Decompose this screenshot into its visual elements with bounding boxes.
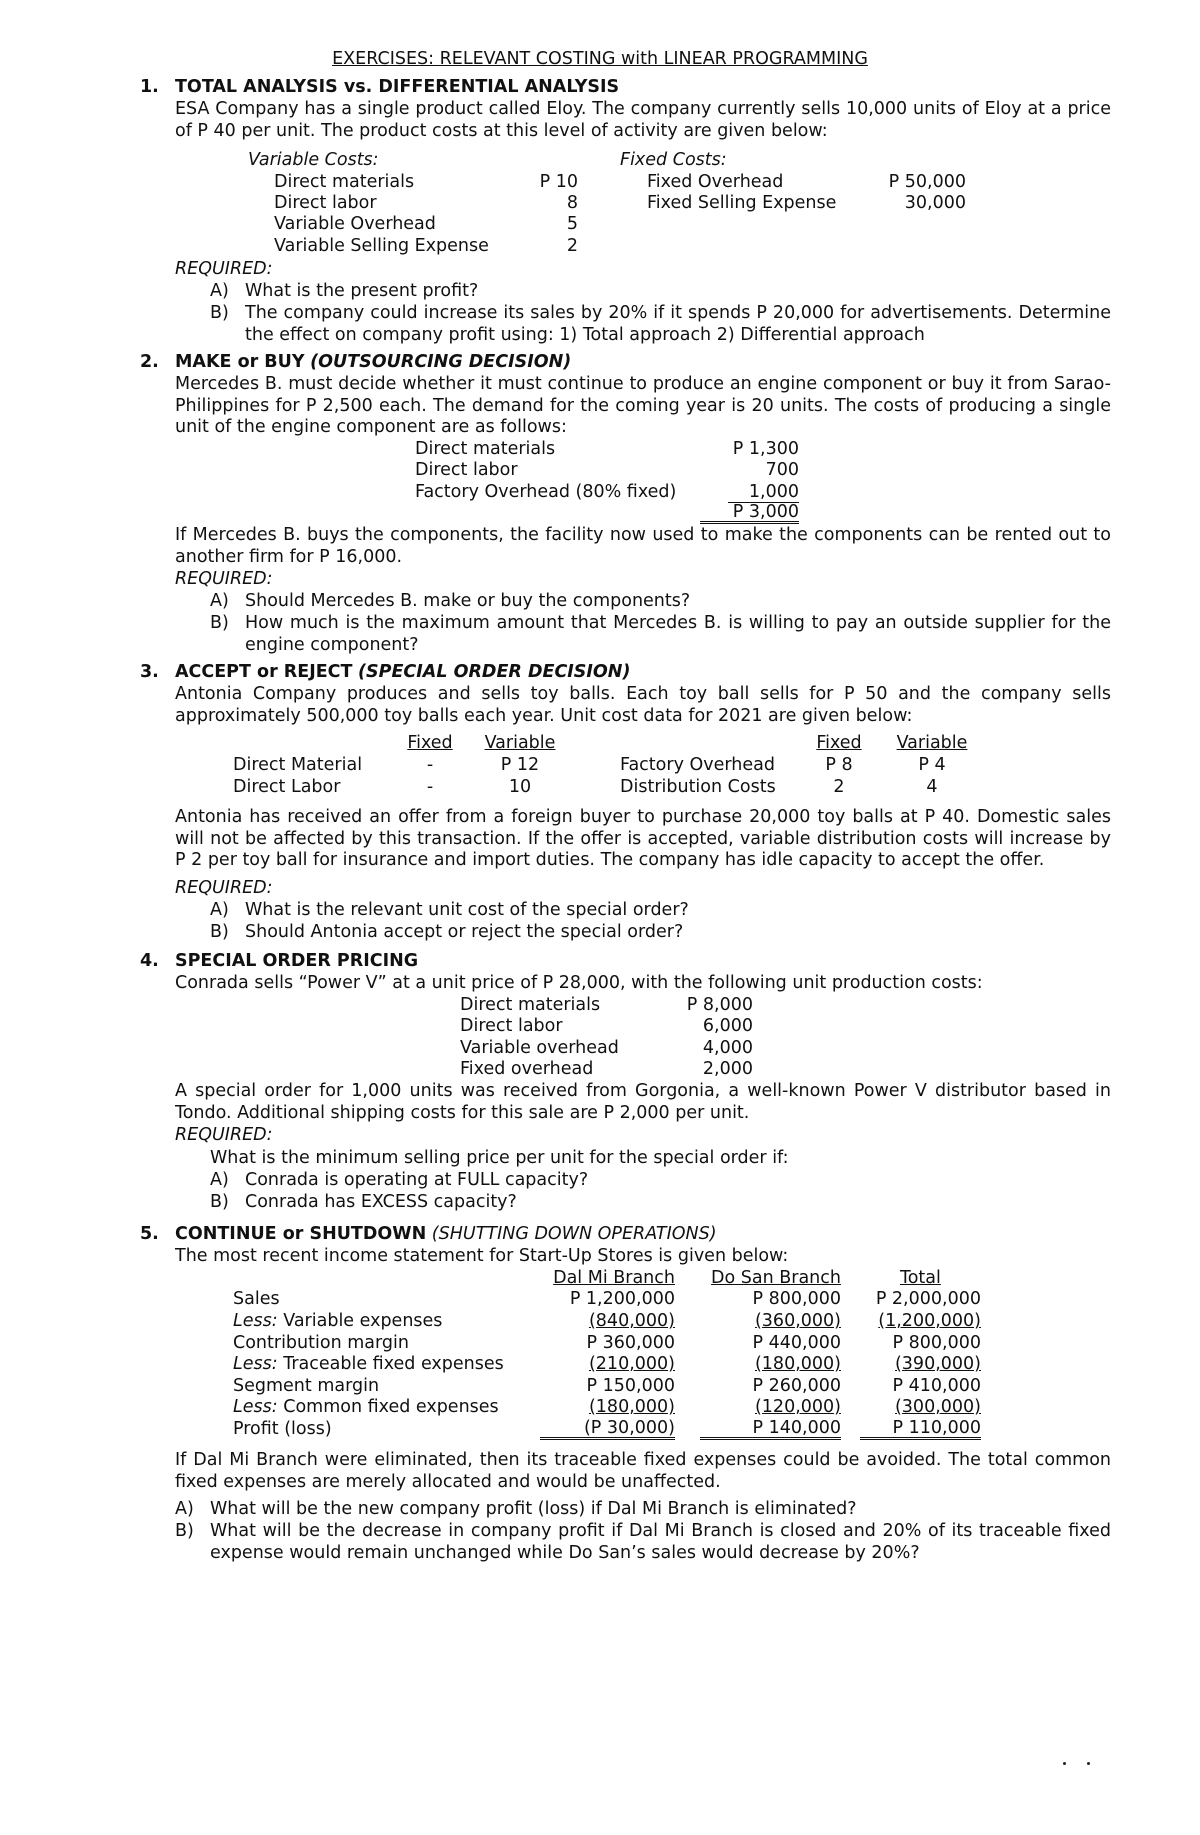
ex5-text: The most recent income statement for Start-Up Stores is given below:: [175, 1246, 789, 1266]
ex5-row-label: Sales: [233, 1289, 280, 1309]
ex3-number: 3.: [140, 662, 159, 682]
page-mark-dot: [1063, 1762, 1066, 1765]
ex4-cost-label: Variable overhead: [460, 1038, 619, 1058]
ex5-cell: (120,000): [754, 1397, 841, 1417]
ex4-cost-value: 4,000: [702, 1038, 753, 1058]
ex2-text: Mercedes B. must decide whether it must continue to produce an engine component or buy it from Sarao-Philippines for P 2,500 each. The demand for the coming year is 20 units. The costs of producing a single unit of the engine component are as follows:: [175, 374, 1111, 438]
page-title: EXERCISES: RELEVANT COSTING with LINEAR PROGRAMMING: [332, 49, 868, 69]
ex1-var-item-value: 2: [566, 236, 578, 256]
ex1-heading: TOTAL ANALYSIS vs. DIFFERENTIAL ANALYSIS: [175, 77, 620, 97]
ex2-heading-line: [175, 352, 571, 374]
ex3-heading: ACCEPT or REJECT: [175, 662, 353, 682]
ex2-number: 2.: [140, 352, 159, 372]
ex3-row-variable: 10: [508, 777, 532, 797]
ex3-question-b: Should Antonia accept or reject the special order?: [245, 922, 684, 942]
ex4-question-a: Conrada is operating at FULL capacity?: [245, 1170, 589, 1190]
ex4-cost-label: Direct materials: [460, 995, 601, 1015]
ex4-text: Conrada sells “Power V” at a unit price of P 28,000, with the following unit production costs:: [175, 973, 983, 993]
ex5-text2: If Dal Mi Branch were eliminated, then its traceable fixed expenses could be avoided. The total common fixed expenses are merely allocated and would be unaffected.: [175, 1450, 1111, 1492]
ex3-row-label: Direct Labor: [233, 777, 341, 797]
ex3-question-a: What is the relevant unit cost of the special order?: [245, 900, 689, 920]
ex3-row-variable: 4: [926, 777, 938, 797]
ex5-cell: P 140,000: [700, 1419, 841, 1440]
ex5-row-label: Less: Common fixed expenses: [233, 1397, 499, 1417]
ex2-cost-label: Direct labor: [415, 460, 518, 480]
ex3-col-variable: Variable: [484, 733, 556, 753]
ex2-heading-italic: (OUTSOURCING DECISION): [310, 352, 572, 372]
ex5-number: 5.: [140, 1224, 159, 1244]
ex4-required: REQUIRED:: [175, 1125, 273, 1145]
ex2-required: REQUIRED:: [175, 569, 273, 589]
ex5-row-label: Profit (loss): [233, 1419, 332, 1439]
ex4-number: 4.: [140, 951, 159, 971]
ex1-var-item-value: 8: [566, 193, 578, 213]
ex4-heading: SPECIAL ORDER PRICING: [175, 951, 419, 971]
ex2-cost-label: Factory Overhead (80% fixed): [415, 482, 677, 502]
ex2-cost-label: Direct materials: [415, 439, 556, 459]
ex2-b-letter: B): [210, 613, 229, 633]
ex5-cell: (180,000): [588, 1397, 675, 1417]
ex5-col-header: Total: [900, 1268, 941, 1288]
ex3-col-fixed: Fixed: [407, 733, 453, 753]
ex5-question-b: What will be the decrease in company profit if Dal Mi Branch is closed and 20% of its traceable fixed expense would remain unchanged while Do San’s sales would decrease by 20%?: [210, 1521, 1111, 1563]
ex5-cell: P 260,000: [752, 1376, 841, 1396]
ex5-cell: (180,000): [754, 1354, 841, 1374]
ex1-var-item-label: Variable Selling Expense: [274, 236, 489, 256]
ex1-var-item-label: Variable Overhead: [274, 214, 436, 234]
ex5-question-a: What will be the new company profit (loss) if Dal Mi Branch is eliminated?: [210, 1499, 857, 1519]
ex4-cost-label: Direct labor: [460, 1016, 563, 1036]
ex1-var-item-value: P 10: [539, 172, 578, 192]
ex5-heading: CONTINUE or SHUTDOWN: [175, 1224, 427, 1244]
ex5-cell: P 150,000: [586, 1376, 675, 1396]
ex5-cell: P 800,000: [892, 1333, 981, 1353]
ex1-var-item-label: Direct labor: [274, 193, 377, 213]
ex2-total: P 3,000: [700, 503, 799, 524]
ex5-cell: P 360,000: [586, 1333, 675, 1353]
ex3-row-label: Direct Material: [233, 755, 363, 775]
ex3-row-fixed: -: [426, 777, 434, 797]
ex4-b-letter: B): [210, 1192, 229, 1212]
ex5-cell: (360,000): [754, 1311, 841, 1331]
ex3-heading-italic: (SPECIAL ORDER DECISION): [358, 662, 631, 682]
ex5-a-letter: A): [175, 1499, 194, 1519]
ex1-a-letter: A): [210, 281, 229, 301]
ex5-cell: P 2,000,000: [875, 1289, 981, 1309]
ex5-cell: (P 30,000): [540, 1419, 675, 1440]
ex4-question: What is the minimum selling price per unit for the special order if:: [210, 1148, 789, 1168]
ex2-question-a: Should Mercedes B. make or buy the components?: [245, 591, 691, 611]
ex3-text: Antonia Company produces and sells toy balls. Each toy ball sells for P 50 and the company sells approximately 500,000 toy balls each year. Unit cost data for 2021 are given below:: [175, 684, 1111, 726]
ex4-cost-value: 2,000: [702, 1059, 753, 1079]
ex3-row-label: Factory Overhead: [620, 755, 775, 775]
ex5-cell: P 800,000: [752, 1289, 841, 1309]
ex1-text: ESA Company has a single product called Eloy. The company currently sells 10,000 units of Eloy at a price of P 40 per unit. The product costs at this level of activity are given below:: [175, 99, 1111, 141]
ex5-cell: P 410,000: [892, 1376, 981, 1396]
ex5-cell: (210,000): [588, 1354, 675, 1374]
ex1-required: REQUIRED:: [175, 259, 273, 279]
ex4-text2: A special order for 1,000 units was received from Gorgonia, a well-known Power V distributor based in Tondo. Additional shipping costs for this sale are P 2,000 per unit.: [175, 1081, 1111, 1123]
ex5-b-letter: B): [175, 1521, 194, 1541]
ex2-cost-value: P 1,300: [732, 439, 799, 459]
ex5-col-header: Dal Mi Branch: [553, 1268, 675, 1288]
ex2-cost-value: 1,000: [748, 482, 799, 502]
ex2-a-letter: A): [210, 591, 229, 611]
ex5-cell: (300,000): [894, 1397, 981, 1417]
ex3-b-letter: B): [210, 922, 229, 942]
ex1-fixed-item-value: P 50,000: [888, 172, 966, 192]
ex3-heading-line: [175, 662, 630, 684]
ex3-row-fixed: 2: [833, 777, 845, 797]
ex3-row-fixed: -: [426, 755, 434, 775]
ex5-row-label: Less: Variable expenses: [233, 1311, 443, 1331]
ex5-row-label: Segment margin: [233, 1376, 380, 1396]
ex5-cell: P 1,200,000: [569, 1289, 675, 1309]
ex5-heading-line: [175, 1224, 717, 1246]
ex5-cell: (840,000): [588, 1311, 675, 1331]
ex5-cell: P 110,000: [860, 1419, 981, 1440]
ex3-col-fixed: Fixed: [816, 733, 862, 753]
ex1-var-item-label: Direct materials: [274, 172, 415, 192]
ex5-heading-italic: (SHUTTING DOWN OPERATIONS): [431, 1224, 717, 1244]
ex1-var-item-value: 5: [566, 214, 578, 234]
ex3-a-letter: A): [210, 900, 229, 920]
ex1-fixed-item-label: Fixed Selling Expense: [647, 193, 837, 213]
ex1-fixed-item-label: Fixed Overhead: [647, 172, 784, 192]
ex3-row-fixed: P 8: [825, 755, 853, 775]
ex4-question-b: Conrada has EXCESS capacity?: [245, 1192, 517, 1212]
ex5-row-label: Less: Traceable fixed expenses: [233, 1354, 504, 1374]
ex1-b-letter: B): [210, 303, 229, 323]
ex4-cost-label: Fixed overhead: [460, 1059, 594, 1079]
ex5-col-header: Do San Branch: [711, 1268, 841, 1288]
ex2-cost-value: 700: [765, 460, 799, 480]
ex4-cost-value: 6,000: [702, 1016, 753, 1036]
ex3-required: REQUIRED:: [175, 878, 273, 898]
ex1-fixed-item-value: 30,000: [904, 193, 966, 213]
ex4-cost-value: P 8,000: [686, 995, 753, 1015]
ex5-cell: P 440,000: [752, 1333, 841, 1353]
ex1-fixed-label: Fixed Costs:: [620, 150, 727, 170]
ex2-question-b: How much is the maximum amount that Mercedes B. is willing to pay an outside supplier for the engine component?: [245, 613, 1111, 655]
ex4-a-letter: A): [210, 1170, 229, 1190]
ex5-cell: (390,000): [894, 1354, 981, 1374]
ex1-question-a: What is the present profit?: [245, 281, 479, 301]
ex1-variable-label: Variable Costs:: [248, 150, 379, 170]
ex2-heading: MAKE or BUY: [175, 352, 305, 372]
ex2-text2: If Mercedes B. buys the components, the facility now used to make the components can be rented out to another firm for P 16,000.: [175, 525, 1111, 567]
ex3-col-variable: Variable: [896, 733, 968, 753]
ex3-text2: Antonia has received an offer from a foreign buyer to purchase 20,000 toy balls at P 40. Domestic sales will not be affected by this transaction. If the offer is accepted, variable distribution costs will increase by P 2 per toy ball for insurance and import duties. The company has idle capacity to accept the offer.: [175, 807, 1111, 871]
page-mark-dot: [1087, 1762, 1090, 1765]
ex1-number: 1.: [140, 77, 159, 97]
ex3-row-label: Distribution Costs: [620, 777, 776, 797]
ex5-cell: (1,200,000): [878, 1311, 981, 1331]
ex5-row-label: Contribution margin: [233, 1333, 409, 1353]
ex3-row-variable: P 12: [500, 755, 540, 775]
ex3-row-variable: P 4: [918, 755, 946, 775]
ex1-question-b: The company could increase its sales by 20% if it spends P 20,000 for advertisements. Determine the effect on company profit using: 1) Total approach 2) Differential approach: [245, 303, 1111, 345]
